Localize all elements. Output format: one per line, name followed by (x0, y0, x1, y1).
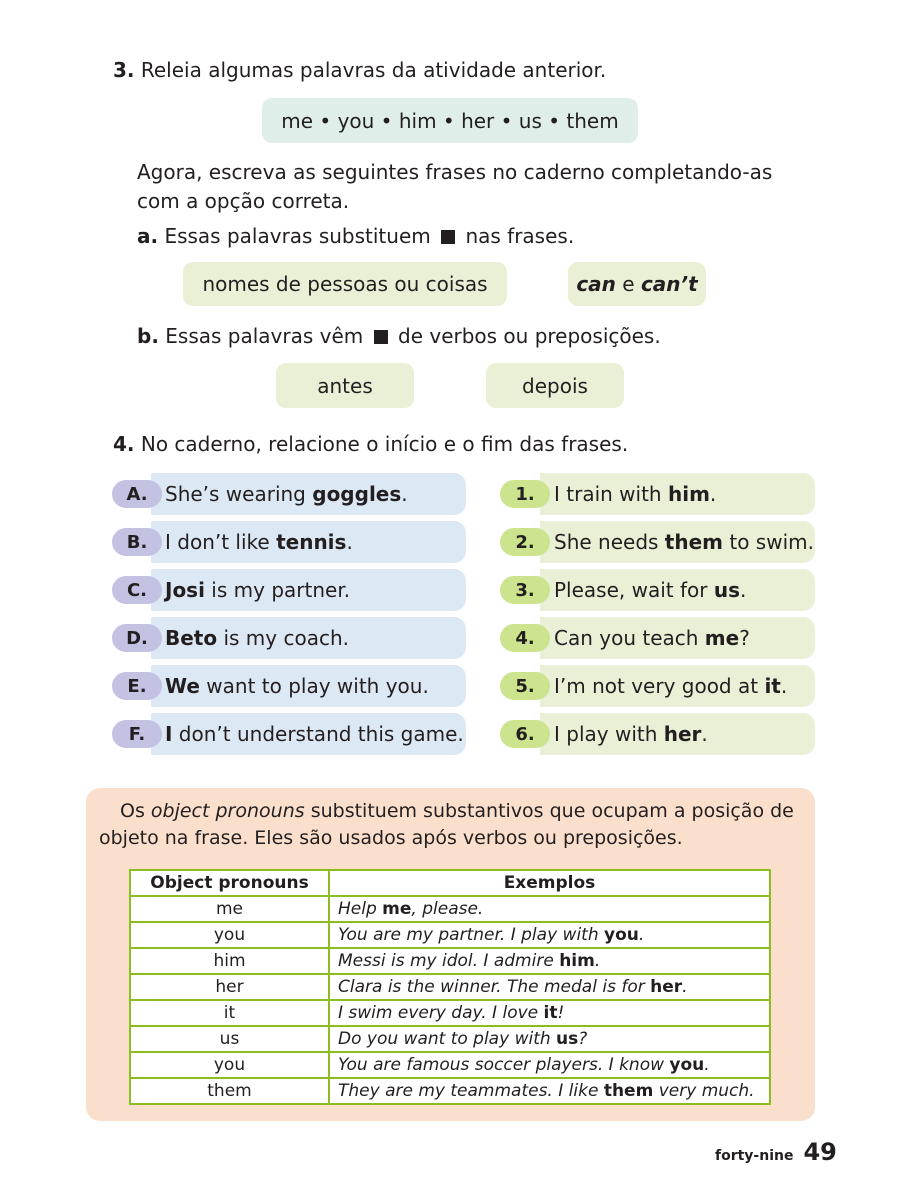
right-sentence-card (540, 617, 815, 659)
table-row (130, 1000, 770, 1026)
left-sentence-pre: I don’t like (165, 530, 277, 554)
item-b-sentence (137, 322, 661, 350)
pronoun-cell: them (130, 1078, 329, 1104)
left-sentence-bold: tennis (276, 530, 347, 554)
q3-paragraph-line-2: com a opção correta. (137, 189, 350, 213)
left-item-label: B. (112, 528, 162, 556)
example-bold: us (556, 1029, 579, 1049)
example-pre: They are my teammates. I like (338, 1081, 604, 1101)
item-a-letter: a. (137, 224, 159, 248)
right-sentence-card (540, 569, 815, 611)
left-sentence-card (151, 617, 466, 659)
option-b2: depois (486, 363, 624, 408)
left-sentence-post: want to play with you. (199, 674, 429, 698)
right-sentence-card (540, 713, 815, 755)
example-post: ? (578, 1029, 588, 1049)
right-sentence-pre: I train with (554, 482, 668, 506)
right-sentence-pre: Can you teach (554, 626, 705, 650)
example-bold: him (559, 951, 595, 971)
left-sentence-card (151, 521, 466, 563)
right-sentence-post: ? (739, 626, 750, 650)
example-bold: you (669, 1055, 705, 1075)
item-b-text-before: Essas palavras vêm (165, 324, 364, 348)
item-b-letter: b. (137, 324, 159, 348)
item-a-text-before: Essas palavras substituem (164, 224, 431, 248)
right-sentence-pre: Please, wait for (554, 578, 714, 602)
option-a1: nomes de pessoas ou coisas (183, 262, 507, 306)
grammar-line1-italic: object pronouns (150, 800, 305, 822)
right-sentence-pre: She needs (554, 530, 665, 554)
pronoun-cell: you (130, 922, 329, 948)
left-item-label: A. (112, 480, 162, 508)
right-sentence-card (540, 665, 815, 707)
table-row (130, 922, 770, 948)
example-bold: them (603, 1081, 654, 1101)
page-number-word: forty-nine (715, 1148, 794, 1164)
left-sentence-post: . (346, 530, 353, 554)
right-sentence-pre: I play with (554, 722, 664, 746)
grammar-box-line-1 (120, 798, 794, 825)
left-sentence-bold: Beto (165, 626, 218, 650)
example-post: . (638, 925, 645, 945)
item-a-text-after: nas frases. (465, 224, 575, 248)
right-sentence-card (540, 473, 815, 515)
left-item-label: F. (112, 720, 162, 748)
blank-square-icon (374, 330, 388, 344)
right-sentence-bold: me (704, 626, 740, 650)
example-pre: Clara is the winner. The medal is for (338, 977, 651, 997)
question-4-heading (113, 430, 628, 458)
right-item-label: 5. (500, 672, 550, 700)
table-header-row (130, 870, 770, 896)
left-sentence-card (151, 473, 466, 515)
right-sentence-pre: I’m not very good at (554, 674, 765, 698)
left-sentence-bold: Josi (165, 578, 205, 602)
right-sentence-bold: us (713, 578, 740, 602)
object-pronouns-table (129, 869, 771, 1105)
table-row (130, 1052, 770, 1078)
table-header-pronouns: Object pronouns (130, 870, 329, 896)
example-cell (329, 1052, 770, 1078)
q3-paragraph-line-1: Agora, escreva as seguintes frases no caderno completando-as (137, 160, 773, 184)
option-a2-word2: can’t (640, 272, 698, 296)
question-3-instruction: Releia algumas palavras da atividade anterior. (140, 58, 607, 82)
blank-square-icon (441, 230, 455, 244)
example-post: . (682, 977, 688, 997)
right-item-label: 3. (500, 576, 550, 604)
right-item-label: 1. (500, 480, 550, 508)
left-sentence-bold: We (165, 674, 200, 698)
table-row (130, 896, 770, 922)
left-sentence-post: don’t understand this game. (172, 722, 464, 746)
option-b1: antes (276, 363, 414, 408)
item-a-sentence (137, 222, 574, 250)
left-item-label: C. (112, 576, 162, 604)
right-sentence-bold: them (664, 530, 723, 554)
table-row (130, 1078, 770, 1104)
right-item-label: 2. (500, 528, 550, 556)
left-sentence-post: . (401, 482, 408, 506)
example-pre: You are my partner. I play with (338, 925, 605, 945)
example-bold: me (382, 899, 412, 919)
example-post: very much. (653, 1081, 755, 1101)
option-a2-word1: can (576, 272, 616, 296)
right-sentence-post: . (701, 722, 708, 746)
right-sentence-post: . (709, 482, 717, 506)
table-row (130, 974, 770, 1000)
grammar-line1-pre: Os (120, 800, 151, 822)
right-sentence-card (540, 521, 815, 563)
right-sentence-post: to swim. (723, 530, 814, 554)
left-sentence-card (151, 713, 466, 755)
left-item-label: D. (112, 624, 162, 652)
right-sentence-bold: it (764, 674, 781, 698)
left-sentence-card (151, 569, 466, 611)
left-sentence-pre: She’s wearing (165, 482, 313, 506)
example-bold: her (650, 977, 683, 997)
right-item-label: 6. (500, 720, 550, 748)
pronoun-cell: us (130, 1026, 329, 1052)
table-row (130, 948, 770, 974)
example-cell (329, 896, 770, 922)
left-item-label: E. (112, 672, 162, 700)
item-b-text-after: de verbos ou preposições. (398, 324, 661, 348)
right-item-label: 4. (500, 624, 550, 652)
example-pre: Help (338, 899, 383, 919)
right-sentence-post: . (740, 578, 747, 602)
page-footer (715, 1138, 837, 1166)
example-cell (329, 1000, 770, 1026)
question-3-heading (113, 56, 606, 84)
example-pre: You are famous soccer players. I know (338, 1055, 670, 1075)
example-pre: I swim every day. I love (338, 1003, 544, 1023)
left-sentence-bold: I (165, 722, 173, 746)
question-4-instruction: No caderno, relacione o início e o fim das frases. (140, 432, 629, 456)
pronoun-cell: him (130, 948, 329, 974)
example-pre: Messi is my idol. I admire (338, 951, 560, 971)
example-cell (329, 1026, 770, 1052)
left-sentence-post: is my partner. (204, 578, 351, 602)
example-cell (329, 974, 770, 1000)
example-post: . (594, 951, 601, 971)
example-post: . (704, 1055, 710, 1075)
left-sentence-card (151, 665, 466, 707)
grammar-line1-post: substituem substantivos que ocupam a posição de (304, 800, 794, 822)
page-number: 49 (803, 1138, 837, 1166)
right-sentence-post: . (780, 674, 788, 698)
table-row (130, 1026, 770, 1052)
grammar-box-line-2: objeto na frase. Eles são usados após verbos ou preposições. (99, 827, 683, 849)
left-sentence-bold: goggles (312, 482, 402, 506)
example-pre: Do you want to play with (338, 1029, 557, 1049)
pronoun-cell: you (130, 1052, 329, 1078)
option-a2 (568, 262, 706, 306)
example-bold: you (604, 925, 639, 945)
example-cell (329, 922, 770, 948)
option-a2-mid: e (615, 272, 641, 296)
right-sentence-bold: her (663, 722, 702, 746)
pronoun-cell: her (130, 974, 329, 1000)
example-post: ! (557, 1003, 565, 1023)
left-sentence-post: is my coach. (217, 626, 349, 650)
word-bank: me • you • him • her • us • them (262, 98, 638, 143)
example-cell (329, 1078, 770, 1104)
question-3-number: 3. (113, 58, 135, 82)
question-4-number: 4. (113, 432, 135, 456)
pronoun-cell: it (130, 1000, 329, 1026)
pronoun-cell: me (130, 896, 329, 922)
table-header-examples: Exemplos (329, 870, 770, 896)
right-sentence-bold: him (667, 482, 710, 506)
example-bold: it (543, 1003, 558, 1023)
example-post: , please. (411, 899, 484, 919)
example-cell (329, 948, 770, 974)
